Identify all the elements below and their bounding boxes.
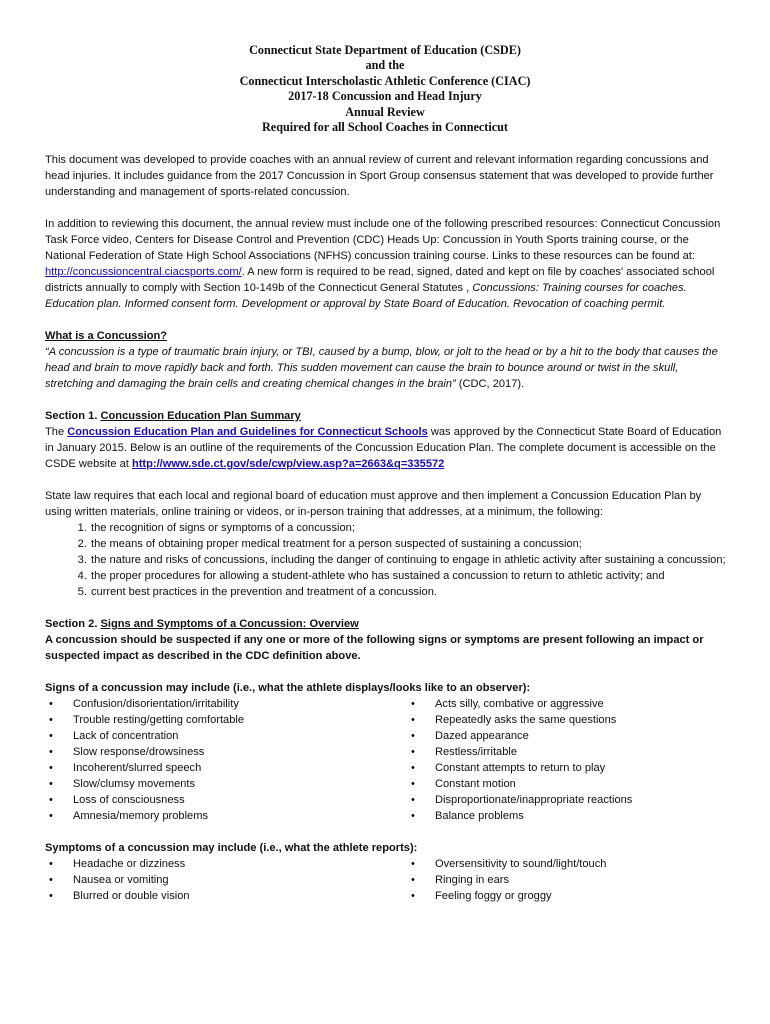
list-item: • Confusion/disorientation/irritability (49, 698, 239, 710)
list-item: • Dazed appearance (411, 730, 529, 742)
list-item: 5. current best practices in the prevention and treatment of a concussion. (90, 584, 728, 600)
bullet-icon: • (411, 714, 415, 726)
list-item: • Balance problems (411, 810, 524, 822)
title-line: Required for all School Coaches in Connecticut (261, 120, 508, 135)
section2-label: Section 2. (45, 618, 101, 630)
definition-quote: “A concussion is a type of traumatic brain injury, or TBI, caused by a bump, blow, or jolt to the head or by a hit to the body that causes the head and brain to move rapidly back and forth. This sudden movement can cause the brain to bounce around or twist in the skull, stretching and damaging the brain cells and creating chemical changes in the brain” (45, 346, 718, 390)
symptoms-list-left (45, 856, 407, 904)
bullet-icon: • (49, 762, 53, 774)
list-item: 2. the means of obtaining proper medical treatment for a person suspected of sustaining a concussion; (90, 536, 728, 552)
bullet-icon: • (49, 794, 53, 806)
list-item: • Lack of concentration (49, 730, 179, 742)
bullet-icon: • (411, 698, 415, 710)
definition-paragraph (45, 344, 728, 392)
bullet-icon: • (49, 858, 53, 870)
bullet-icon: • (411, 746, 415, 758)
resources-link[interactable]: http://concussioncentral.ciacsports.com/ (45, 266, 242, 278)
title-line: Connecticut Interscholastic Athletic Conference (CIAC) (239, 73, 531, 88)
symptoms-list-right (407, 856, 728, 904)
review-paragraph (45, 216, 728, 312)
list-item: 3. the nature and risks of concussions, including the danger of continuing to engage in athletic activity after sustaining a concussion; (90, 552, 728, 568)
title-line: and the (365, 58, 405, 73)
bullet-icon: • (411, 794, 415, 806)
list-item: • Blurred or double vision (49, 890, 190, 902)
list-item: • Trouble resting/getting comfortable (49, 714, 245, 726)
list-item: • Acts silly, combative or aggressive (411, 698, 604, 710)
csde-website-link[interactable]: http://www.sde.ct.gov/sde/cwp/view.asp?a=2663&q=335572 (131, 458, 445, 470)
list-item: • Constant attempts to return to play (411, 762, 606, 774)
review-text: In addition to reviewing this document, the annual review must include one of the following prescribed resources: Connecticut Concussion Task Force video, Centers for Disease Control and Prevention (CDC) Heads Up: Concussion in Youth Sports training course, or the National Federation of State High School Associations (NFHS) concussion training course. Links to these resources can be found at: (45, 218, 721, 262)
section1-heading (45, 408, 728, 424)
list-item: • Ringing in ears (411, 874, 509, 886)
list-item: • Headache or dizziness (49, 858, 186, 870)
signs-columns (45, 696, 728, 824)
bullet-icon: • (411, 778, 415, 790)
list-item: • Disproportionate/inappropriate reactions (411, 794, 633, 806)
signs-heading: Signs of a concussion may include (i.e., what the athlete displays/looks like to an observer): (45, 682, 531, 694)
bullet-icon: • (49, 890, 53, 902)
intro-paragraph: This document was developed to provide coaches with an annual review of current and relevant information regarding concussions and head injuries. It includes guidance from the 2017 Concussion in Sport Group consensus statement that was developed to provide further understanding and management of sports-related concussion. (45, 154, 714, 198)
bullet-icon: • (411, 874, 415, 886)
list-item: • Incoherent/slurred speech (49, 762, 202, 774)
what-is-heading: What is a Concussion? (45, 330, 168, 342)
bullet-icon: • (49, 698, 53, 710)
signs-list-left (45, 696, 407, 824)
bullet-icon: • (411, 890, 415, 902)
list-item: • Slow response/drowsiness (49, 746, 205, 758)
bullet-icon: • (49, 730, 53, 742)
list-item: • Constant motion (411, 778, 516, 790)
section1-paragraph (45, 424, 728, 472)
bullet-icon: • (49, 714, 53, 726)
bullet-icon: • (411, 858, 415, 870)
definition-citation: (CDC, 2017). (455, 378, 525, 390)
suspect-paragraph: A concussion should be suspected if any one or more of the following signs or symptoms are present following an impact or suspected impact as described in the CDC definition above. (45, 634, 704, 662)
list-item: • Slow/clumsy movements (49, 778, 196, 790)
bullet-icon: • (411, 810, 415, 822)
list-item: • Oversensitivity to sound/light/touch (411, 858, 607, 870)
list-item: • Restless/irritable (411, 746, 517, 758)
state-law-paragraph: State law requires that each local and regional board of education must approve and then implement a Concussion Education Plan by using written materials, online training or videos, or in-person training that addresses, at a minimum, the following: (45, 490, 702, 518)
list-item: • Feeling foggy or groggy (411, 890, 552, 902)
bullet-icon: • (49, 810, 53, 822)
bullet-icon: • (49, 746, 53, 758)
bullet-icon: • (49, 778, 53, 790)
section1-label: Section 1. (45, 410, 101, 422)
bullet-icon: • (411, 730, 415, 742)
review-text-2: . A new form is required to be read, signed, dated and kept on file by coaches' associated school districts annually to comply with Section 10-149b of the Connecticut General Statutes , (45, 266, 715, 294)
section2-title: Signs and Symptoms of a Concussion: Overview (100, 618, 359, 630)
document-title (0, 43, 770, 135)
section2-heading (45, 616, 728, 632)
list-item: • Loss of consciousness (49, 794, 185, 806)
list-item: 1. the recognition of signs or symptoms of a concussion; (90, 520, 728, 536)
title-line: 2017-18 Concussion and Head Injury (288, 89, 482, 104)
document-body (45, 152, 728, 904)
symptoms-columns (45, 856, 728, 904)
list-item: • Amnesia/memory problems (49, 810, 209, 822)
signs-list-right (407, 696, 728, 824)
requirements-list (45, 520, 728, 600)
section1-text-the: The (45, 426, 68, 438)
bullet-icon: • (49, 874, 53, 886)
list-item: • Nausea or vomiting (49, 874, 169, 886)
symptoms-heading: Symptoms of a concussion may include (i.e., what the athlete reports): (45, 842, 418, 854)
bullet-icon: • (411, 762, 415, 774)
section1-title: Concussion Education Plan Summary (100, 410, 301, 422)
title-line: Connecticut State Department of Education (CSDE) (249, 43, 521, 57)
title-line: Annual Review (345, 104, 425, 119)
section1-text: was approved by the Connecticut State Board of Education in January 2015. Below is an outline of the requirements of the Concussion Education Plan. The complete document is accessible on the CSDE website at (45, 426, 722, 470)
list-item: • Repeatedly asks the same questions (411, 714, 617, 726)
education-plan-link[interactable]: Concussion Education Plan and Guidelines for Connecticut Schools (67, 426, 428, 438)
list-item: 4. the proper procedures for allowing a student-athlete who has sustained a concussion to return to athletic activity; and (90, 568, 728, 584)
statute-title: Concussions: Training courses for coaches. Education plan. Informed consent form. Development or approval by State Board of Education. Revocation of coaching permit. (45, 282, 687, 310)
